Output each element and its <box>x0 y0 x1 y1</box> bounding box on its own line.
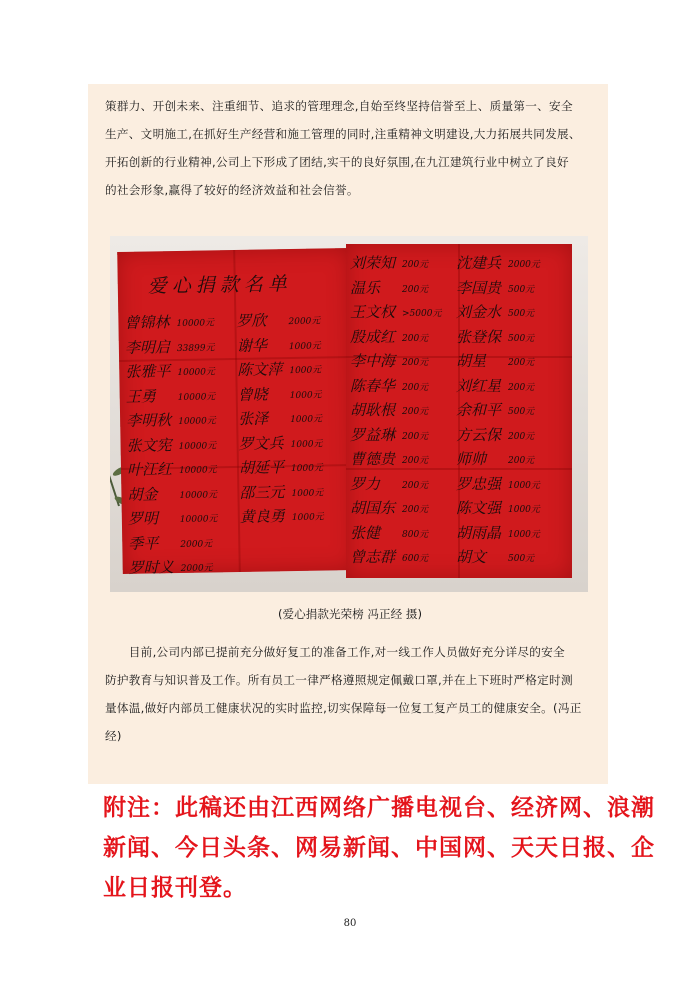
donation-amount: 200元 <box>402 480 429 491</box>
donation-amount: 2000元 <box>508 260 540 270</box>
donation-amount: 10000元 <box>179 489 218 501</box>
donor-name: 张登保 <box>456 327 502 346</box>
paragraph-line: 经) <box>105 729 122 743</box>
donor-name: 谢华 <box>236 335 268 355</box>
donor-name: 胡耿根 <box>350 401 396 419</box>
donation-amount: 200元 <box>508 431 535 442</box>
donor-name: 李中海 <box>350 352 396 370</box>
paragraph-line: 量体温,做好内部员工健康状况的实时监控,切实保障每一位复工复产员工的健康安全。(冯正 <box>105 701 582 715</box>
donor-name: 曾晓 <box>237 384 268 404</box>
donor-name: 胡雨晶 <box>456 523 502 542</box>
donation-amount: 200元 <box>508 456 535 466</box>
donor-name: 罗文兵 <box>238 433 284 453</box>
donation-amount: 200元 <box>402 382 429 393</box>
donation-amount: 200元 <box>402 358 429 368</box>
photo-caption: (爱心捐款光荣榜 冯正经 摄) <box>278 607 422 621</box>
donation-amount: 500元 <box>508 309 535 319</box>
donation-amount: 500元 <box>508 333 535 344</box>
donation-sheet-right <box>346 244 572 578</box>
donor-name: 胡文 <box>456 548 487 566</box>
paragraph-line: 开拓创新的行业精神,公司上下形成了团结,实干的良好氛围,在九江建筑行业中树立了良好 <box>105 155 569 169</box>
donor-name: 曾志群 <box>350 548 396 566</box>
donation-amount: 1000元 <box>508 505 540 515</box>
donation-amount: 1000元 <box>289 390 322 401</box>
donation-amount: 10000元 <box>177 367 216 379</box>
donor-name: 李明启 <box>124 337 171 357</box>
donation-list-photo <box>110 236 588 592</box>
donation-amount: 10000元 <box>179 514 218 525</box>
donor-name: 叶江红 <box>126 460 173 479</box>
donation-amount: 1000元 <box>289 365 322 377</box>
donor-name: 陈春华 <box>350 376 396 395</box>
donor-name: 王勇 <box>125 386 156 406</box>
donation-amount: 200元 <box>402 284 429 295</box>
donor-name: 余和平 <box>456 401 502 419</box>
donation-amount: 10000元 <box>176 318 215 330</box>
donation-amount: 500元 <box>508 407 535 417</box>
donor-name: 曾锦林 <box>124 313 170 332</box>
donation-amount: >5000元 <box>402 309 442 319</box>
donation-amount: 200元 <box>402 407 429 417</box>
donation-amount: 2000元 <box>288 316 321 328</box>
donor-name: 罗时义 <box>128 558 174 577</box>
donation-amount: 500元 <box>508 284 535 295</box>
donor-name: 沈建兵 <box>456 254 502 272</box>
donor-name: 邵三元 <box>239 482 285 502</box>
donation-amount: 200元 <box>402 260 429 270</box>
donor-name: 刘红星 <box>456 376 502 395</box>
donor-name: 张健 <box>350 523 381 542</box>
donor-name: 刘荣知 <box>350 254 396 272</box>
paragraph-line: 目前,公司内部已提前充分做好复工的准备工作,对一线工作人员做好充分详尽的安全 <box>105 645 565 659</box>
donation-amount: 10000元 <box>178 465 217 477</box>
donation-amount: 1000元 <box>291 512 324 524</box>
body-paragraph <box>105 638 600 750</box>
paragraph-line: 防护教育与知识普及工作。所有员工一律严格遵照规定佩戴口罩,并在上下班时严格定时测 <box>105 673 573 687</box>
donor-name: 罗明 <box>127 509 159 528</box>
donor-name: 季平 <box>128 533 159 553</box>
donation-amount: 200元 <box>402 431 429 442</box>
donation-amount: 2000元 <box>180 538 213 550</box>
donor-name: 李国贵 <box>456 278 502 297</box>
donation-amount: 1000元 <box>290 463 324 475</box>
donor-name: 王文权 <box>350 303 396 321</box>
donation-amount: 10000元 <box>178 440 217 452</box>
donation-amount: 200元 <box>402 505 429 515</box>
donation-amount: 10000元 <box>178 416 216 428</box>
donation-amount: 1000元 <box>288 341 321 352</box>
publication-note <box>103 788 655 908</box>
note-line: 新闻、今日头条、网易新闻、中国网、天天日报、企 <box>103 835 655 861</box>
donor-name: 张文宪 <box>126 435 172 455</box>
donation-amount: 1000元 <box>291 487 324 499</box>
donation-amount: 200元 <box>508 382 535 393</box>
donation-amount: 33899元 <box>176 342 215 354</box>
donation-sheet-left <box>117 248 355 577</box>
donor-name: 张雅平 <box>125 362 171 381</box>
donor-name: 温乐 <box>350 278 381 297</box>
donor-name: 陈文萍 <box>237 360 283 379</box>
donor-name: 胡金 <box>127 484 158 504</box>
donation-amount: 1000元 <box>508 529 540 540</box>
donor-name: 罗忠强 <box>456 474 502 493</box>
donor-name: 胡延平 <box>238 458 285 477</box>
donor-name: 罗益琳 <box>350 425 396 444</box>
donor-name: 胡国东 <box>350 499 396 517</box>
donor-name: 曹德贵 <box>350 450 396 468</box>
donation-amount: 10000元 <box>177 391 216 403</box>
donor-name: 张泽 <box>237 409 269 428</box>
donor-name: 黄良勇 <box>239 507 286 526</box>
donor-name: 陈文强 <box>456 499 502 517</box>
donation-amount: 1000元 <box>508 480 540 491</box>
donation-amount: 1000元 <box>290 414 323 426</box>
paragraph-line: 策群力、开创未来、注重细节、追求的管理理念,自始至终坚持信誉至上、质量第一、安全 <box>105 99 573 113</box>
page-number: 80 <box>343 918 357 929</box>
donation-amount: 200元 <box>402 456 429 466</box>
donation-list-title: 爱心捐款名单 <box>147 273 292 298</box>
note-line: 业日报刊登。 <box>103 875 247 901</box>
donor-name: 罗欣 <box>236 311 267 330</box>
donation-amount: 800元 <box>402 529 429 540</box>
intro-paragraph <box>105 92 600 204</box>
donation-amount: 2000元 <box>180 563 213 574</box>
donor-name: 胡星 <box>456 352 487 370</box>
donation-amount: 200元 <box>508 358 535 368</box>
donation-amount: 200元 <box>402 333 429 344</box>
donation-amount: 1000元 <box>290 438 323 450</box>
donor-name: 方云保 <box>456 425 502 444</box>
donor-name: 师帅 <box>456 450 487 468</box>
donation-amount: 600元 <box>402 554 429 564</box>
donor-name: 刘金水 <box>456 303 502 321</box>
donor-name: 李明秋 <box>125 411 172 430</box>
donor-name: 殷成红 <box>350 327 396 346</box>
paragraph-line: 生产、文明施工,在抓好生产经营和施工管理的同时,注重精神文明建设,大力拓展共同发展、 <box>105 127 581 141</box>
donor-name: 罗力 <box>350 474 381 493</box>
donation-amount: 500元 <box>508 554 535 564</box>
paragraph-line: 的社会形象,赢得了较好的经济效益和社会信誉。 <box>105 183 359 197</box>
note-line: 附注：此稿还由江西网络广播电视台、经济网、浪潮 <box>103 795 655 821</box>
